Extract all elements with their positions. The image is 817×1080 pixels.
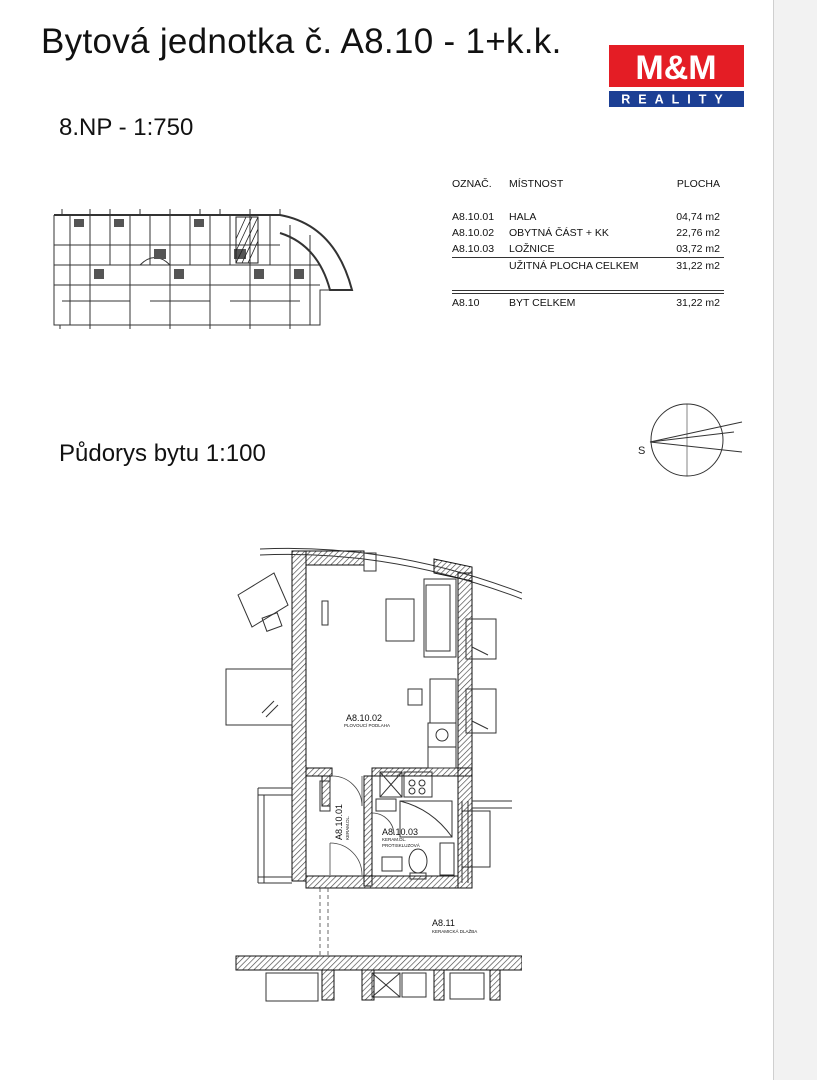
room-code-bath: A8.10.03 [382,827,419,837]
row-code: A8.10.01 [452,211,495,223]
table-divider [452,290,724,291]
usable-area: 31,22 m2 [676,260,720,272]
mm-reality-logo [609,45,744,107]
apartment-floor-plan [222,543,522,1003]
room-floor-hall: KERAM.DL. [345,815,350,840]
row-code: A8.10.03 [452,243,495,255]
row-room: HALA [509,211,537,223]
usable-label: UŽITNÁ PLOCHA CELKEM [509,260,639,272]
header-area: PLOCHA [676,178,720,190]
total-code: A8.10 [452,297,480,309]
row-code: A8.10.02 [452,227,495,239]
table-divider [452,293,724,294]
table-row-total [452,297,724,311]
row-area: 22,76 m2 [676,227,720,239]
row-room: OBYTNÁ ČÁST + KK [509,227,609,239]
svg-text:M&M: M&M [635,49,717,87]
room-floor-main: PLOVOUCÍ PODLAHA [344,723,391,728]
floor-overview-plan [50,205,360,330]
room-code-main: A8.10.02 [346,713,383,723]
header-room: MÍSTNOST [509,178,564,190]
table-row [452,211,724,225]
floor-label: 8.NP - 1:750 [59,114,194,141]
table-row-usable [452,260,724,274]
row-room: LOŽNICE [509,243,555,255]
room-floor-bath-2: PROTISKLUZOVÁ [382,843,420,848]
row-area: 04,74 m2 [676,211,720,223]
room-floor-bath-1: KERAM.DL. [382,837,407,842]
room-code-hall: A8.10.01 [334,803,344,840]
total-label: BYT CELKEM [509,297,576,309]
north-arrow-compass [630,400,750,485]
table-header-row [452,178,724,192]
page-title: Bytová jednotka č. A8.10 - 1+k.k. [41,22,562,61]
total-area: 31,22 m2 [676,297,720,309]
row-area: 03,72 m2 [676,243,720,255]
room-code-corridor: A8.11 [432,918,455,928]
compass-label: S [638,445,646,457]
table-row [452,243,724,257]
plan-label: Půdorys bytu 1:100 [59,440,266,467]
header-code: OZNAČ. [452,178,492,190]
svg-text:REALITY: REALITY [621,92,731,107]
room-floor-corridor: KERAMICKÁ DLAŽBA [432,929,478,934]
table-row [452,227,724,241]
table-divider [452,257,724,258]
